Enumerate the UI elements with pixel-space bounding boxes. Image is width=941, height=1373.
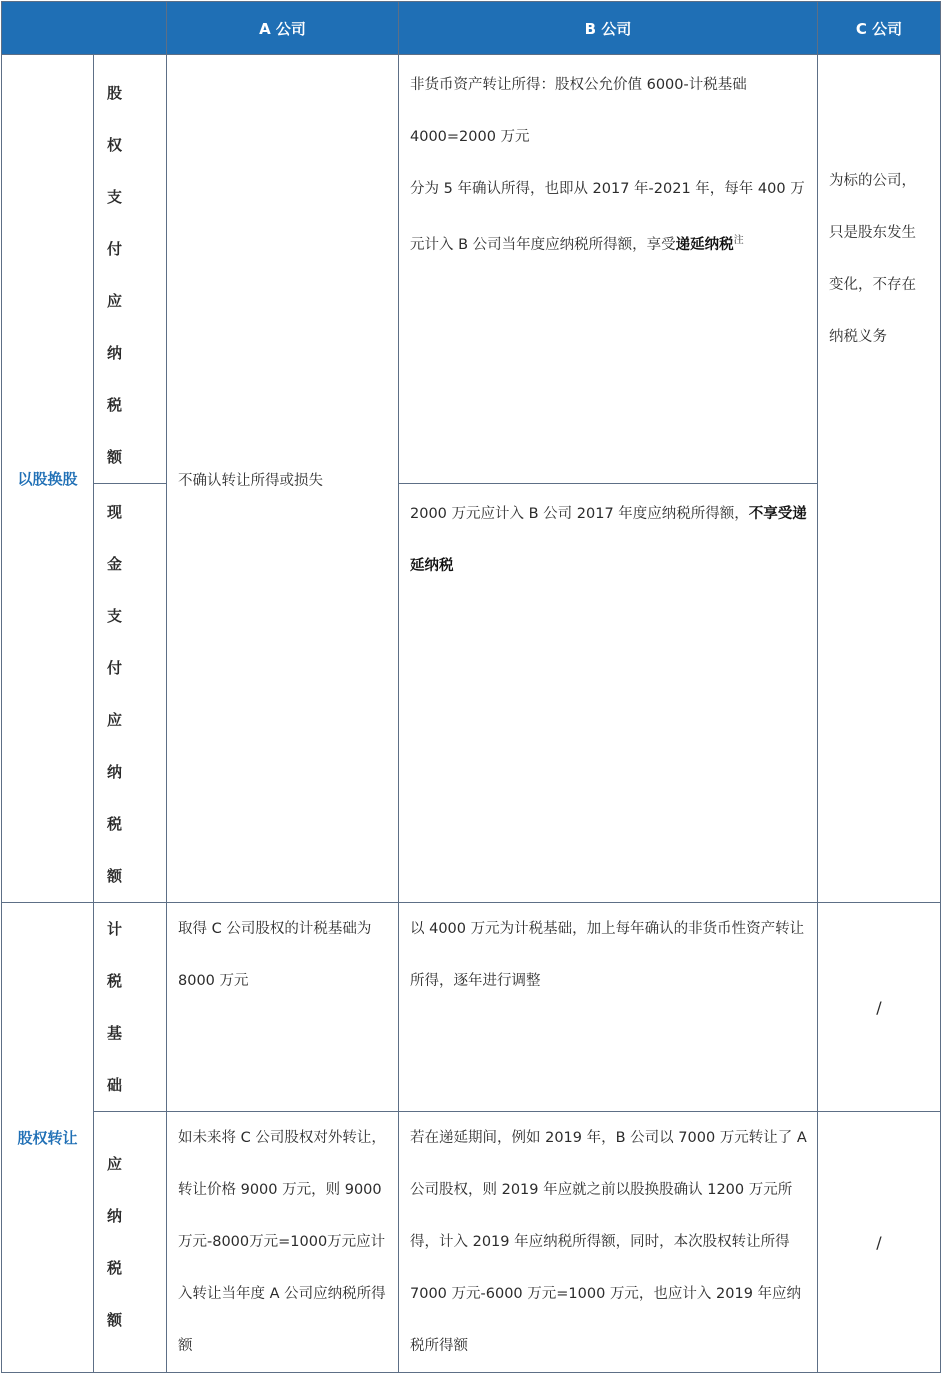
sub-cash-payment-tax: 现金 支付 应纳 税额 xyxy=(94,484,167,903)
b-equity-line2 xyxy=(410,163,807,271)
cell-c-tax-payable: / xyxy=(818,1112,941,1373)
cell-b-tax-payable: 若在递延期间，例如 2019 年，B 公司以 7000 万元转让了 A 公司股权，则 2019 年应就之前以股换股确认 1200 万元所得，计入 2019 年应纳税所得额，同时，本次股权转让所得 7000 万元-6000 万元=1000 万元，也应计入 2019 年应纳税所得额 xyxy=(399,1112,818,1373)
deferred-tax-emphasis: 递延纳税 xyxy=(675,237,734,253)
header-company-a: A 公司 xyxy=(167,2,399,55)
equity-transfer-row-tax xyxy=(2,1112,941,1373)
header-company-c: C 公司 xyxy=(818,2,941,55)
cell-a-tax-basis: 取得 C 公司股权的计税基础为 8000 万元 xyxy=(167,903,399,1112)
header-company-b: B 公司 xyxy=(399,2,818,55)
category-equity-transfer: 股权转让 xyxy=(2,903,94,1373)
cell-c-tax-basis: / xyxy=(818,903,941,1112)
b-equity-line1: 非货币资产转让所得：股权公允价值 6000-计税基础 4000=2000 万元 xyxy=(410,77,747,145)
b-equity-line2-text: 分为 5 年确认所得，也即从 2017 年-2021 年，每年 400 万元计入 B 公司当年度应纳税所得额，享受 xyxy=(410,181,805,253)
category-share-swap: 以股换股 xyxy=(2,55,94,903)
cell-b-tax-basis: 以 4000 万元为计税基础，加上每年确认的非货币性资产转让所得，逐年进行调整 xyxy=(399,903,818,1112)
equity-transfer-row-basis xyxy=(2,903,941,1112)
sub-tax-basis: 计税 基础 xyxy=(94,903,167,1112)
sub-tax-payable: 应纳 税额 xyxy=(94,1112,167,1373)
no-deferral-emphasis: 不享受递延纳税 xyxy=(410,506,807,574)
cell-a-share-swap: 不确认转让所得或损失 xyxy=(167,55,399,903)
footnote-mark: 注 xyxy=(733,235,744,246)
cell-a-tax-payable: 如未来将 C 公司股权对外转让，转让价格 9000 万元，则 9000万元-8000万元=1000万元应计入转让当年度 A 公司应纳税所得额 xyxy=(167,1112,399,1373)
header-row xyxy=(2,2,941,55)
cell-b-equity-payment xyxy=(399,55,818,484)
tax-comparison-table xyxy=(1,1,941,1373)
cell-b-cash-payment xyxy=(399,484,818,903)
share-swap-row-cash xyxy=(2,484,941,903)
header-blank xyxy=(2,2,167,55)
sub-equity-payment-tax: 股权 支付 应纳 税额 xyxy=(94,55,167,484)
b-cash-text: 2000 万元应计入 B 公司 2017 年度应纳税所得额， xyxy=(410,506,749,522)
cell-c-share-swap: 为标的公司，只是股东发生变化，不存在纳税义务 xyxy=(818,55,941,903)
share-swap-row-equity xyxy=(2,55,941,484)
